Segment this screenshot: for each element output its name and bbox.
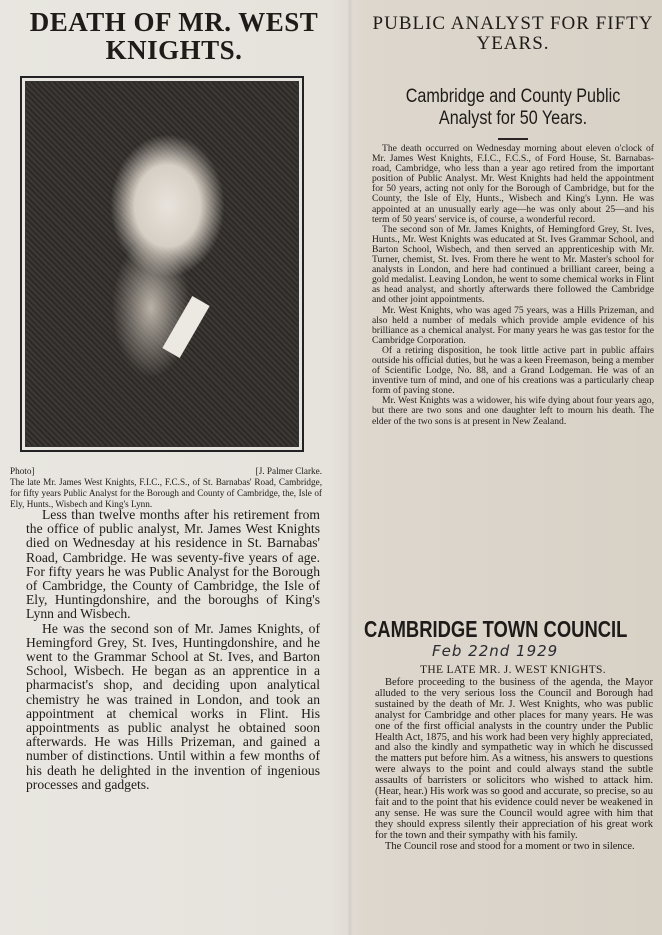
divider-rule: [498, 138, 528, 140]
left-article-body: [26, 508, 320, 792]
photo-caption: [10, 466, 322, 510]
left-paragraph: Less than twelve months after his retirement from the office of public analyst, Mr. James West Knights died on Wednesday at his residence in St. Barnabas' Road, Cambridge. He was seventy-five years of age. For fifty years he was Public Analyst for the Borough of Cambridge, the County of Cambridge, the Isle of Ely, Huntingdonshire, and the boroughs of King's Lynn and Wisbech.: [26, 507, 320, 622]
council-headline: CAMBRIDGE TOWN COUNCIL: [364, 616, 628, 642]
left-article: [14, 8, 334, 64]
right-paragraph: Mr. West Knights was a widower, his wife dying about four years ago, but there are two sons and one daughter left to mourn his death. The elder of the two sons is at present in New Zealand.: [372, 395, 654, 427]
portrait-photo: [20, 76, 304, 452]
right-paragraph: The second son of Mr. James Knights, of Hemingford Grey, St. Ives, Hunts., Mr. West Knights was educated at St. Ives Grammar School, and Barton School, Wisbech, and then served an apprenticeship with Mr. Turner, chemist, St. Ives. From there he went to Mr. Master's school for analysts in London, and here had continued a brilliant career, being a gold medalist. Leaving London, he went to some chemical works in Flint as head analyst, and shortly afterwards there followed the Cambridge and other joint appointments.: [372, 223, 654, 306]
photo-credit-name: [J. Palmer Clarke.: [255, 466, 322, 476]
left-headline: DEATH OF MR. WEST KNIGHTS.: [29, 7, 319, 65]
collar-highlight: [162, 296, 209, 358]
portrait-image: [25, 81, 299, 447]
right-headline: PUBLIC ANALYST FOR FIFTY YEARS.: [372, 13, 654, 54]
council-subhead: THE LATE MR. J. WEST KNIGHTS.: [420, 664, 606, 676]
right-subhead: Cambridge and County Public Analyst for 50 Years.: [405, 86, 621, 129]
council-paragraph: Before proceeding to the business of the agenda, the Mayor alluded to the very serious loss the Council and Borough had sustained by the death of Mr. J. West Knights, who was public analyst for Cambridge and other places for many years. He was one of the first official analysts in the country under the Public Health Act, 1875, and his work had been very highly appreciated, and also the kindly and sympathetic way in which he discussed the matters put before him. As a witness, his answers to questions were always to the point and could always stand the subtle assaults of barristers or solicitors who wished to attack him. (Hear, hear.) His work was so good and accurate, so precise, so au fait and to the point that his evidence could never be weakened in any sense. He was sure the Council would agree with him that they should express silently their appreciation of his great work for the town and their sympathy with his family.: [375, 677, 653, 841]
right-article: [372, 14, 654, 427]
right-article-body: [372, 144, 654, 427]
right-paragraph: Mr. West Knights, who was aged 75 years, was a Hills Prizeman, and also held a number of medals which provide ample evidence of his brilliance as a chemical analyst. For many years he was gas testor for the Cambridge Corporation.: [372, 304, 654, 346]
left-paragraph: He was the second son of Mr. James Knights, of Hemingford Grey, St. Ives, Huntingdonshire, and he went to the Grammar School at St. Ives, and Barton School, Wisbech. He began as an apprentice in a pharmacist's shop, and deciding upon analytical chemistry he was trained in London, and took an appointment at chemical works in Flint. His appointments as public analyst he obtained soon afterwards. He was Hills Prizeman, and gained a number of distinctions. Until within a few months of his death he delighted in the invention of ingenious processes and gadgets.: [26, 620, 320, 792]
handwritten-date: Feb 22nd 1929: [432, 642, 559, 660]
right-paragraph: The death occurred on Wednesday morning about eleven o'clock of Mr. James West Knights, F.I.C., F.C.S., of Ford House, St. Barnabas-road, Cambridge, who less than a year ago retired from the important position of Public Analyst. Mr. West Knights had held the appointment for 50 years, acting not only for the Borough of Cambridge, but for the County, the Isle of Ely, Hunts., Wisbech and King's Lynn. He was appointed at an unusually early age—he was only about 25—and his term of 50 years' service is, of course, a wonderful record.: [372, 143, 654, 225]
council-article-body: [375, 678, 653, 853]
council-paragraph: The Council rose and stood for a moment or two in silence.: [385, 840, 635, 852]
caption-text: The late Mr. James West Knights, F.I.C., F.C.S., of St. Barnabas' Road, Cambridge, for fifty years Public Analyst for the Borough and County of Cambridge, the, Isle of Ely, Hunts., Wisbech and King's Lynn.: [10, 477, 322, 509]
photo-credit-label: Photo]: [10, 466, 35, 476]
right-paragraph: Of a retiring disposition, he took little active part in public affairs outside his official duties, but he was a keen Freemason, being a member of Scientific Lodge, No. 88, and a Grand Lodgeman. He was of an inventive turn of mind, and one of his creations was a particularly cheap form of paving stone.: [372, 344, 654, 397]
page-fold: [347, 0, 353, 935]
